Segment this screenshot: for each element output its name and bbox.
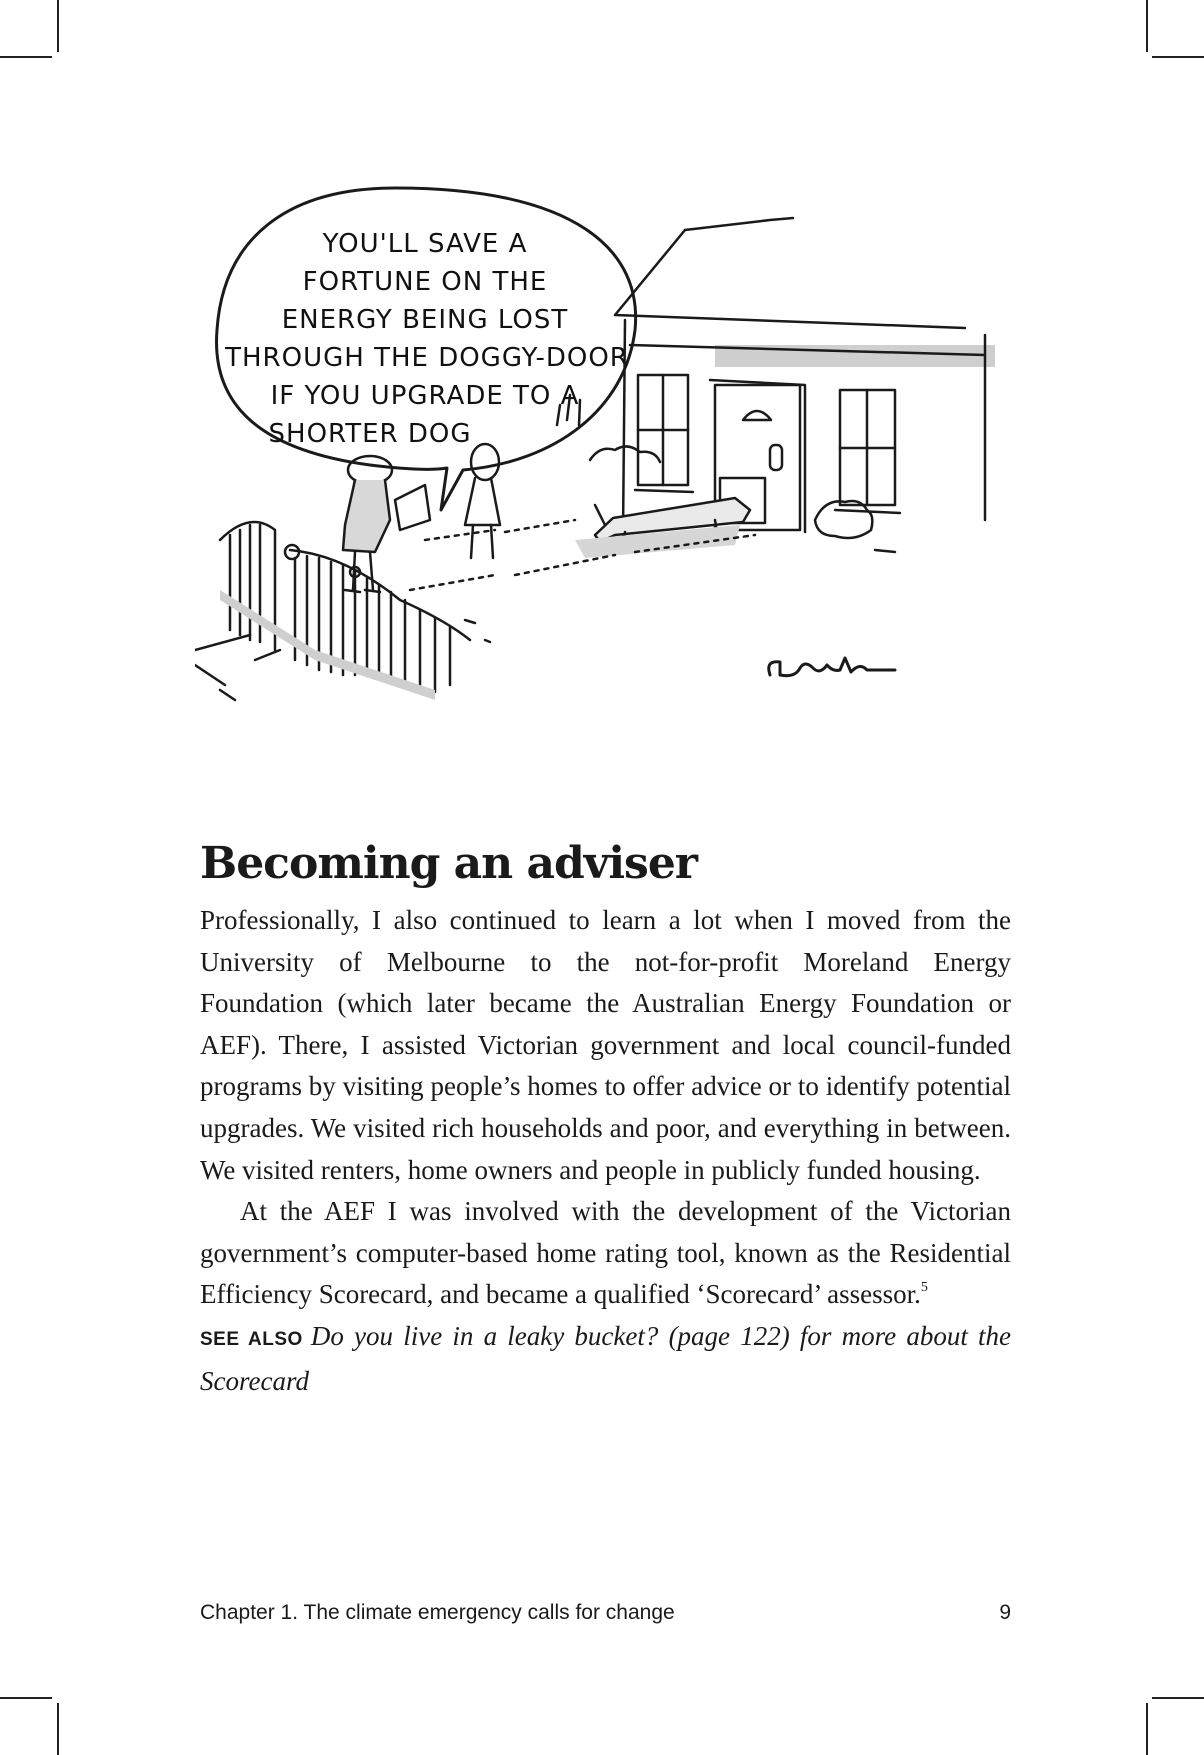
page-number: 9	[999, 1601, 1011, 1624]
caption-line-5: IF YOU UPGRADE TO A	[270, 381, 580, 411]
artist-signature	[769, 658, 895, 676]
caption-line-2: FORTUNE ON THE	[302, 267, 548, 297]
cartoon-illustration	[195, 180, 1015, 780]
crop-mark-bottom-right-horizontal	[1152, 1697, 1204, 1699]
caption-line-1: YOU'LL SAVE A	[322, 229, 528, 259]
running-footer-chapter: Chapter 1. The climate emergency calls for change	[200, 1601, 675, 1624]
see-also-reference: Do you live in a leaky bucket? (page 122) for more about the Scorecard	[200, 1320, 1012, 1396]
paragraph-2	[200, 1191, 1011, 1316]
paragraph-2-text: At the AEF I was involved with the development of the Victorian government’s computer-based home rating tool, known as the Residential Efficiency Scorecard, and became a qualified ‘Scorecard’ assessor.	[200, 1196, 1011, 1310]
footnote-reference: 5	[920, 1280, 928, 1296]
caption-line-3: ENERGY BEING LOST	[281, 305, 569, 335]
paragraph-1: Professionally, I also continued to learn a lot when I moved from the University of Melbourne to the not-for-profit Moreland Energy Foundation (which later became the Australian Energy Foundation or AEF). There, I assisted Victorian government and local council-funded programs by visiting people’s homes to offer advice or to identify potential upgrades. We visited rich households and poor, and everything in between. We visited renters, home owners and people in publicly funded housing.	[200, 905, 1011, 1185]
crop-mark-bottom-left-horizontal	[0, 1697, 52, 1699]
crop-mark-top-right-vertical	[1146, 0, 1148, 52]
house-drawing	[557, 218, 985, 552]
section-heading: Becoming an adviser	[200, 838, 697, 889]
crop-mark-bottom-left-vertical	[57, 1703, 59, 1755]
see-also-label: SEE ALSO	[200, 1328, 303, 1350]
crop-mark-top-right-horizontal	[1152, 56, 1204, 58]
caption-line-6: SHORTER DOG	[268, 419, 472, 449]
crop-mark-top-left-vertical	[57, 0, 59, 52]
section-body	[200, 900, 1011, 1402]
client-figure	[465, 444, 500, 558]
see-also-note	[200, 1316, 1011, 1402]
crop-mark-bottom-right-vertical	[1146, 1703, 1148, 1755]
fence-shadow	[220, 590, 435, 700]
caption-line-4: THROUGH THE DOGGY-DOOR	[225, 343, 629, 373]
crop-mark-top-left-horizontal	[0, 56, 52, 58]
